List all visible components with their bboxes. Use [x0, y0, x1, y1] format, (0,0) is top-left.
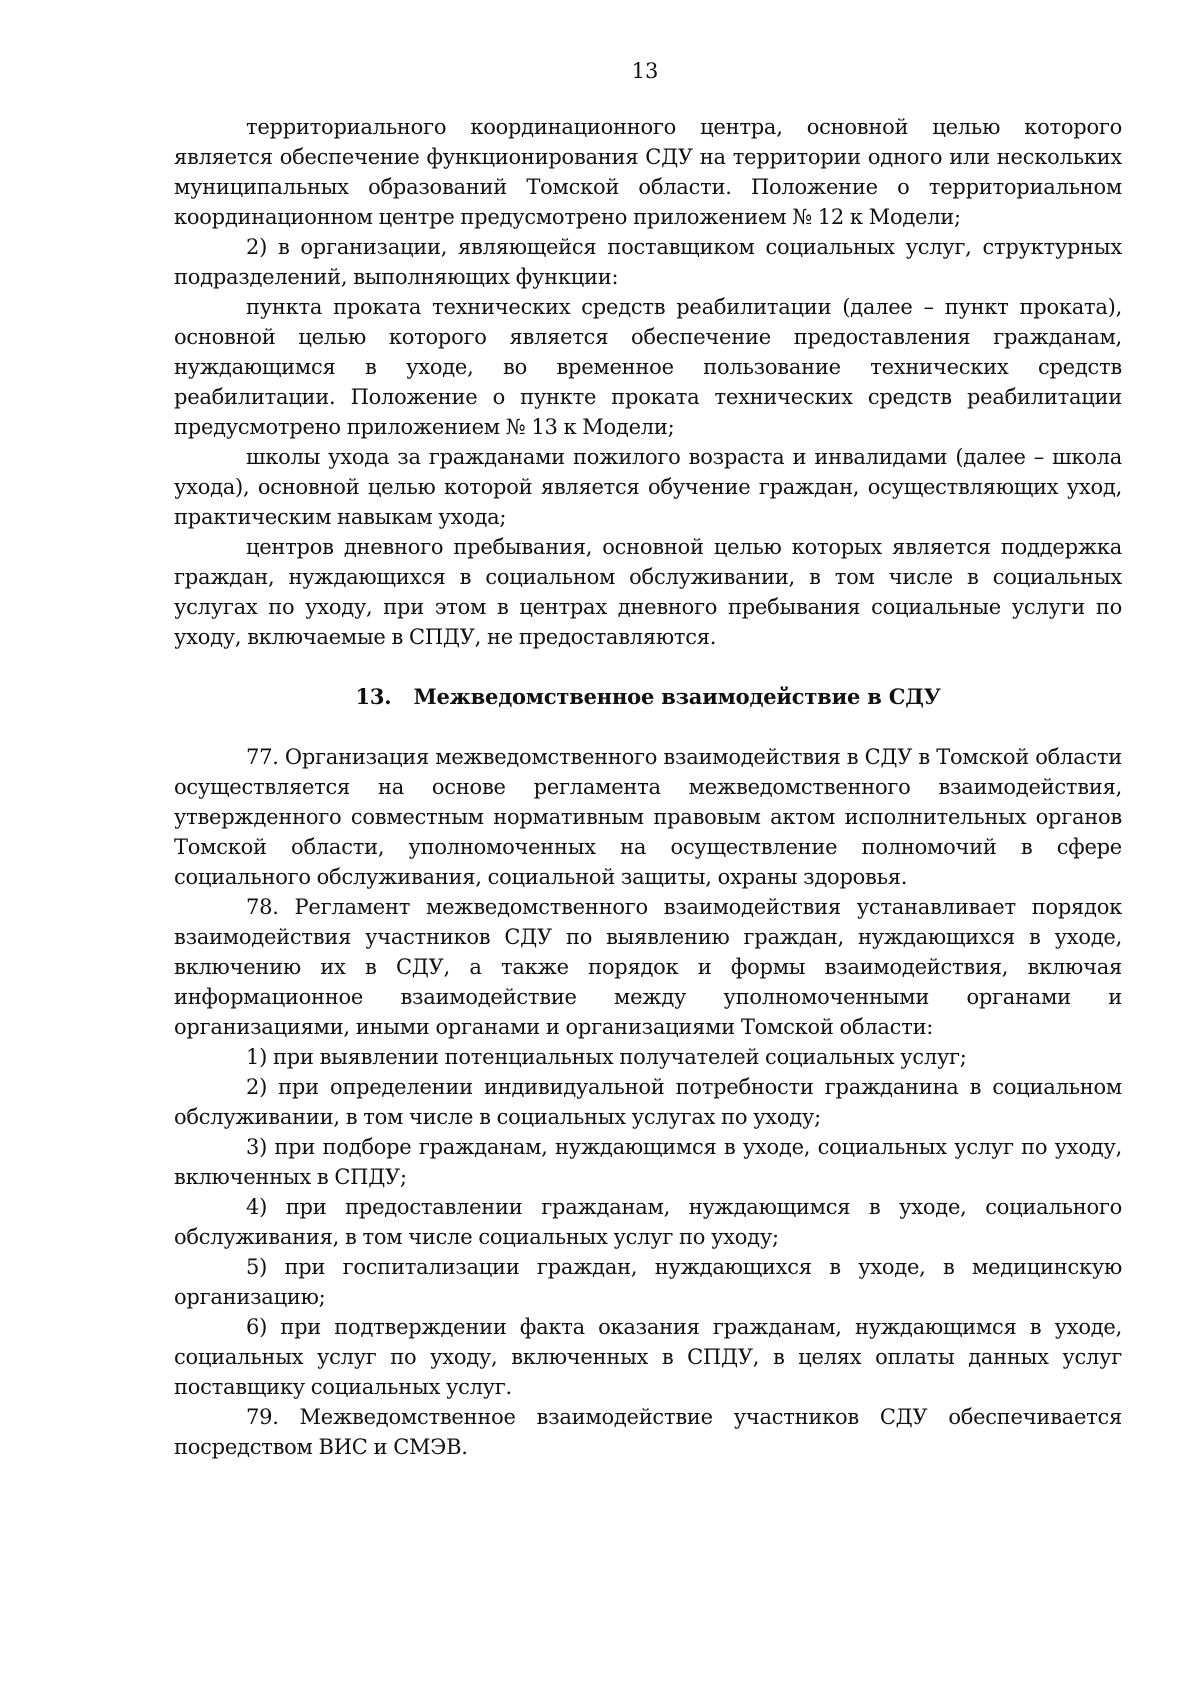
- list-item-1: 1) при выявлении потенциальных получателей социальных услуг;: [246, 1045, 967, 1069]
- paragraph-territorial-center: территориального координационного центра, основной целью которого является обеспечение функционирования СДУ на территории одного или нескольких муниципальных образований Томской области. Положение о территориальном координационном центре предусмотрено приложением № 12 к Модели;: [174, 115, 1122, 229]
- paragraph-rental-point: пункта проката технических средств реабилитации (далее – пункт проката), основной целью которого является обеспечение предоставления гражданам, нуждающимся в уходе, во временное пользование технических средств реабилитации. Положение о пункте проката технических средств реабилитации предусмотрено приложением № 13 к Модели;: [174, 295, 1122, 439]
- page-number: 13: [631, 59, 659, 83]
- list-item-6: 6) при подтверждении факта оказания гражданам, нуждающимся в уходе, социальных услуг по уходу, включенных в СПДУ, в целях оплаты данных услуг поставщику социальных услуг.: [174, 1315, 1122, 1399]
- paragraph-79: 79. Межведомственное взаимодействие участников СДУ обеспечивается посредством ВИС и СМЭВ.: [174, 1405, 1122, 1459]
- paragraph-78: 78. Регламент межведомственного взаимодействия устанавливает порядок взаимодействия участников СДУ по выявлению граждан, нуждающихся в уходе, включению их в СДУ, а также порядок и формы взаимодействия, включая информационное взаимодействие между уполномоченными органами и организациями, иными органами и организациями Томской области:: [174, 895, 1122, 1039]
- list-item-2: 2) при определении индивидуальной потребности гражданина в социальном обслуживании, в том числе в социальных услугах по уходу;: [174, 1075, 1122, 1129]
- document-body: [174, 112, 1122, 1462]
- paragraph-item-2: 2) в организации, являющейся поставщиком социальных услуг, структурных подразделений, выполняющих функции:: [174, 235, 1122, 289]
- section-title: Межведомственное взаимодействие в СДУ: [413, 684, 941, 709]
- paragraph-care-school: школы ухода за гражданами пожилого возраста и инвалидами (далее – школа ухода), основной целью которой является обучение граждан, осуществляющих уход, практическим навыкам ухода;: [174, 445, 1122, 529]
- paragraph-77: 77. Организация межведомственного взаимодействия в СДУ в Томской области осуществляется на основе регламента межведомственного взаимодействия, утвержденного совместным нормативным правовым актом исполнительных органов Томской области, уполномоченных на осуществление полномочий в сфере социального обслуживания, социальной защиты, охраны здоровья.: [174, 745, 1122, 889]
- section-heading: [174, 652, 1122, 742]
- paragraph-day-centers: центров дневного пребывания, основной целью которых является поддержка граждан, нуждающихся в социальном обслуживании, в том числе в социальных услугах по уходу, при этом в центрах дневного пребывания социальные услуги по уходу, включаемые в СПДУ, не предоставляются.: [174, 535, 1122, 649]
- list-item-5: 5) при госпитализации граждан, нуждающихся в уходе, в медицинскую организацию;: [174, 1255, 1122, 1309]
- list-item-4: 4) при предоставлении гражданам, нуждающимся в уходе, социального обслуживания, в том числе социальных услуг по уходу;: [174, 1195, 1122, 1249]
- list-item-3: 3) при подборе гражданам, нуждающимся в уходе, социальных услуг по уходу, включенных в СПДУ;: [174, 1135, 1122, 1189]
- section-number: 13.: [355, 684, 392, 709]
